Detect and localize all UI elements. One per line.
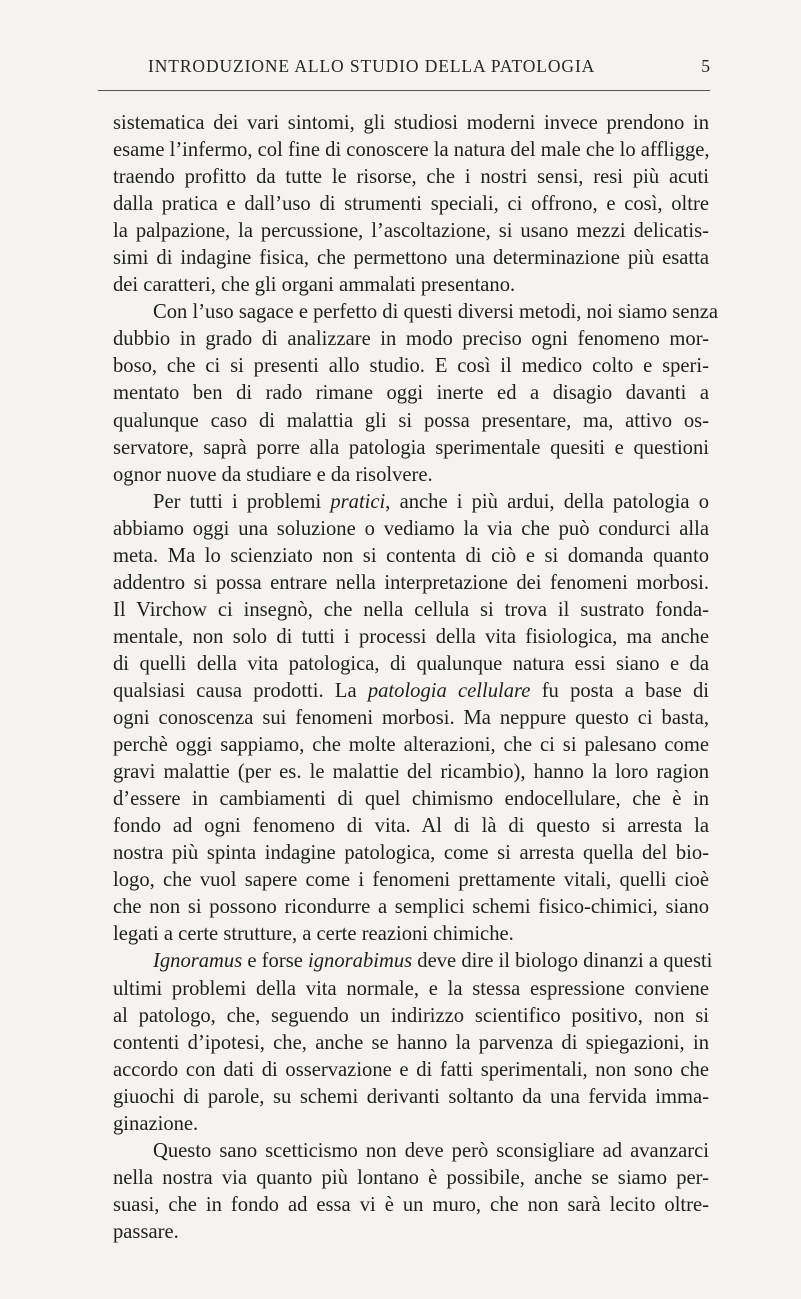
text-line: abbiamo oggi una soluzione o vediamo la via che può condurci alla: [113, 517, 709, 540]
text-line: ultimi problemi della vita normale, e la stessa espressione conviene: [113, 977, 709, 1000]
paragraph: [113, 948, 713, 1137]
text-line: addentro si possa entrare nella interpretazione dei fenomeni morbosi.: [113, 571, 709, 594]
text-line: Il Virchow ci insegnò, che nella cellula si trova il sustrato fonda-: [113, 598, 709, 621]
text-line: perchè oggi sappiamo, che molte alterazioni, che ci si palesano come: [113, 734, 709, 757]
text-line: traendo profitto da tutte le risorse, che i nostri sensi, resi più acuti: [113, 166, 709, 189]
text-line: passare.: [113, 1220, 179, 1243]
paragraph: [113, 1138, 709, 1246]
page-number: 5: [701, 56, 710, 76]
text-line: nostra più spinta indagine patologica, come si arresta quella del bio-: [113, 842, 709, 865]
text-line: meta. Ma lo scienziato non si contenta di ciò e si domanda quanto: [113, 544, 709, 567]
text-line: logo, che vuol sapere come i fenomeni prettamente vitali, quelli cioè: [113, 869, 709, 892]
text-line: al patologo, che, seguendo un indirizzo scientifico positivo, non si: [113, 1004, 709, 1027]
paragraph: [113, 110, 709, 299]
text-line: ognor nuove da studiare e da risolvere.: [113, 463, 433, 486]
text-line: mentale, non solo di tutti i processi della vita fisiologica, ma anche: [113, 625, 709, 648]
text-line: ginazione.: [113, 1112, 199, 1135]
text-run: deve dire il biologo dinanzi a questi: [412, 950, 713, 973]
paragraph: [113, 489, 709, 949]
text-line: dubbio in grado di analizzare in modo preciso ogni fenomeno mor-: [113, 328, 709, 351]
text-run: Per tutti i problemi: [153, 490, 331, 513]
paragraph: [113, 299, 719, 488]
text-line: esame l’infermo, col fine di conoscere la natura del male che lo affligge,: [113, 139, 710, 162]
text-line: mentato ben di rado rimane oggi inerte ed a disagio davanti a: [113, 382, 709, 405]
text-line: [113, 489, 709, 516]
text-line: Con l’uso sagace e perfetto di questi diversi metodi, noi siamo senza: [153, 301, 719, 324]
text-line: nella nostra via quanto più lontano è possibile, anche se siamo per-: [113, 1166, 709, 1189]
italic-term: pratici: [330, 490, 386, 513]
text-line: di quelli della vita patologica, di qualunque natura essi siano e da: [113, 652, 709, 675]
text-run: , anche i più ardui, della patologia o: [385, 490, 709, 513]
italic-term: patologia cellulare: [367, 679, 531, 702]
text-line: giuochi di parole, su schemi derivanti soltanto da una fervida imma-: [113, 1085, 709, 1108]
running-head: [98, 56, 710, 86]
text-line: gravi malattie (per es. le malattie del ricambio), hanno la loro ragion: [113, 761, 709, 784]
text-line: d’essere in cambiamenti di quel chimismo endocellulare, che è in: [113, 788, 709, 811]
text-line: dei caratteri, che gli organi ammalati presentano.: [113, 274, 516, 297]
text-line: contenti d’ipotesi, che, anche se hanno la parvenza di spiegazioni, in: [113, 1031, 709, 1054]
body-text: [113, 110, 719, 1246]
text-line: sistematica dei vari sintomi, gli studiosi moderni invece prendono in: [113, 112, 709, 134]
text-line: suasi, che in fondo ad essa vi è un muro, che non sarà lecito oltre-: [113, 1193, 709, 1216]
text-run: fu posta a base di: [530, 679, 710, 702]
text-line: simi di indagine fisica, che permettono una determinazione più esatta: [113, 247, 709, 270]
text-line: fondo ad ogni fenomeno di vita. Al di là di questo si arresta la: [113, 815, 709, 838]
text-run: qualsiasi causa prodotti. La: [113, 679, 368, 702]
text-line: accordo con dati di osservazione e di fatti sperimentali, non sono che: [113, 1058, 709, 1081]
text-line: qualunque caso di malattia gli si possa presentare, ma, attivo os-: [113, 409, 709, 432]
text-line: che non si possono ricondurre a semplici schemi fisico-chimici, siano: [113, 896, 709, 919]
running-title: INTRODUZIONE ALLO STUDIO DELLA PATOLOGIA: [148, 56, 596, 76]
text-line: la palpazione, la percussione, l’ascoltazione, si usano mezzi delicatis-: [113, 220, 709, 243]
header-rule: [98, 90, 710, 91]
text-line: [113, 678, 709, 705]
text-line: Questo sano scetticismo non deve però sconsigliare ad avanzarci: [153, 1139, 709, 1162]
text-run: e forse: [242, 950, 309, 973]
text-line: ogni conoscenza sui fenomeni morbosi. Ma neppure questo ci basta,: [113, 707, 709, 730]
text-line: servatore, saprà porre alla patologia sperimentale quesiti e questioni: [113, 436, 709, 459]
text-line: boso, che ci si presenti allo studio. E così il medico colto e speri-: [113, 355, 709, 378]
italic-term: ignorabimus: [308, 950, 413, 973]
text-line: [113, 948, 713, 975]
text-line: legati a certe strutture, a certe reazioni chimiche.: [113, 923, 514, 946]
italic-term: Ignoramus: [153, 950, 243, 973]
text-line: dalla pratica e dall’uso di strumenti speciali, ci offrono, e così, oltre: [113, 193, 709, 216]
